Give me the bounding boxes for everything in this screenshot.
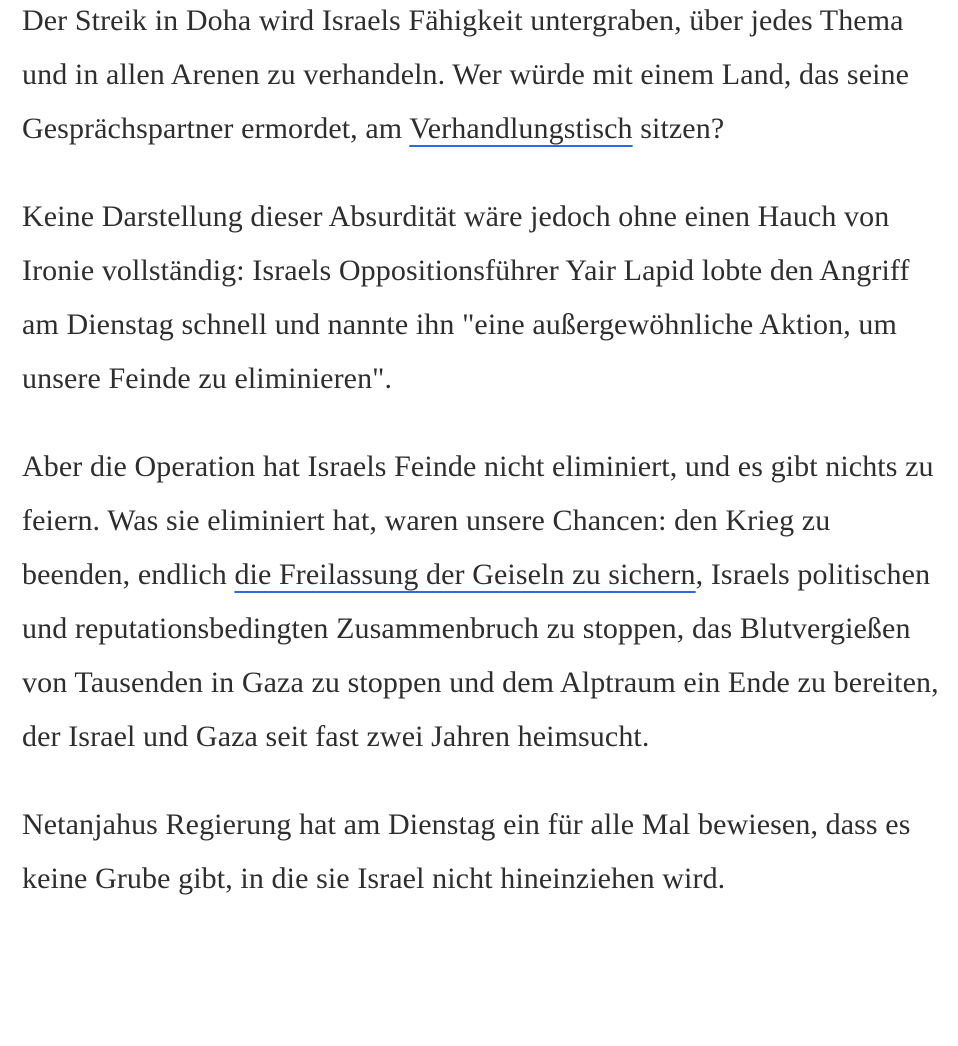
paragraph — [22, 798, 942, 906]
paragraph — [22, 440, 942, 764]
text-link[interactable]: die Freilassung der Geiseln zu sichern — [234, 558, 696, 591]
text-run: Der Streik in Doha wird Israels Fähigkeit untergraben, über jedes Thema und in allen Arenen zu verhandeln. Wer würde mit einem Land, das seine Gesprächspartner ermordet, am — [22, 4, 910, 145]
text-run: Aber die Operation hat Israels Feinde nicht eliminiert, und es gibt nichts zu feiern. Was sie eliminiert hat, waren unsere Chancen: den Krieg zu beenden, endlich — [22, 450, 934, 591]
text-link[interactable]: Verhandlungstisch — [409, 112, 633, 145]
text-run: sitzen? — [632, 112, 725, 145]
text-run: Netanjahus Regierung hat am Dienstag ein für alle Mal bewiesen, dass es keine Grube gibt, in die sie Israel nicht hineinziehen wird. — [22, 808, 911, 895]
text-run: , Israels politischen und reputationsbedingten Zusammenbruch zu stoppen, das Blutvergießen von Tausenden in Gaza zu stoppen und dem Alptraum ein Ende zu bereiten, der Israel und Gaza seit fast zwei Jahren heimsucht. — [22, 558, 939, 753]
paragraph — [22, 190, 942, 406]
paragraph — [22, 0, 942, 156]
text-run: Keine Darstellung dieser Absurdität wäre jedoch ohne einen Hauch von Ironie vollständig: Israels Oppositionsführer Yair Lapid lobte den Angriff am Dienstag schnell und nannte ihn "eine außergewöhnliche Aktion, um unsere Feinde zu eliminieren". — [22, 200, 910, 395]
